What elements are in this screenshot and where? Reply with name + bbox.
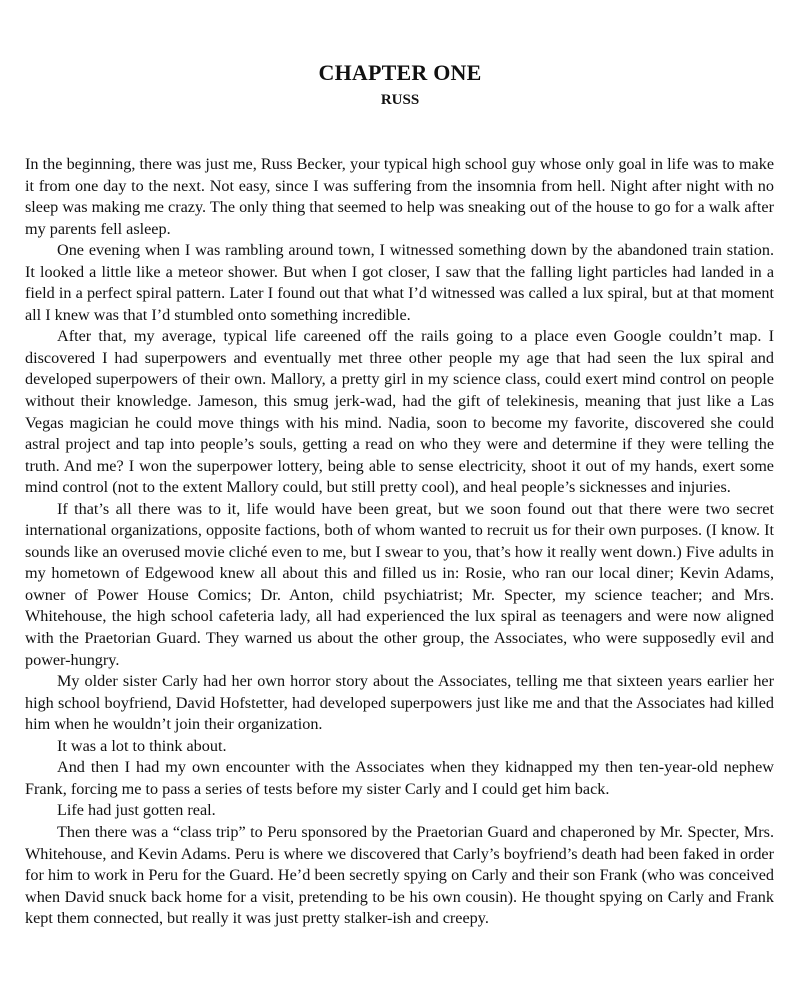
paragraph: Then there was a “class trip” to Peru sponsored by the Praetorian Guard and chaperoned by Mr. Specter, Mrs. Whitehouse, and Kevin Adams. Peru is where we discovered that Carly’s boyfriend’s death had been faked in order for him to work in Peru for the Guard. He’d been secretly spying on Carly and their son Frank (who was conceived when David snuck back home for a visit, pretending to be his own cousin). He thought spying on Carly and Frank kept them connected, but really it was just pretty stalker-ish and creepy.: [25, 822, 774, 928]
chapter-title: CHAPTER ONE: [318, 60, 482, 85]
paragraph: One evening when I was rambling around town, I witnessed something down by the abandoned train station. It looked a little like a meteor shower. But when I got closer, I saw that the falling light particles had landed in a field in a perfect spiral pattern. Later I found out that what I’d witnessed was called a lux spiral, but at that moment all I knew was that I’d stumbled onto something incredible.: [25, 241, 774, 324]
paragraph: It was a lot to think about.: [57, 736, 227, 755]
paragraph: In the beginning, there was just me, Russ Becker, your typical high school guy whose only goal in life was to make it from one day to the next. Not easy, since I was suffering from the insomnia from hell. Night after night with no sleep was making me crazy. The only thing that seemed to help was sneaking out of the house to go for a walk after my parents fell asleep.: [25, 155, 774, 238]
chapter-body: [25, 154, 774, 930]
paragraph: And then I had my own encounter with the Associates when they kidnapped my then ten-year-old nephew Frank, forcing me to pass a series of tests before my sister Carly and I could get him back.: [25, 758, 774, 798]
paragraph: If that’s all there was to it, life would have been great, but we soon found out that there were two secret international organizations, opposite factions, both of whom wanted to recruit us for their own purposes. (I know. It sounds like an overused movie cliché even to me, but I swear to you, that’s how it really went down.) Five adults in my hometown of Edgewood knew all about this and filled us in: Rosie, who ran our local diner; Kevin Adams, owner of Power House Comics; Dr. Anton, child psychiatrist; Mr. Specter, my science teacher; and Mrs. Whitehouse, the high school cafeteria lady, all had experienced the lux spiral as teenagers and were now aligned with the Praetorian Guard. They warned us about the other group, the Associates, who were supposedly evil and power-hungry.: [25, 499, 774, 669]
chapter-subtitle: RUSS: [380, 92, 420, 108]
paragraph: My older sister Carly had her own horror story about the Associates, telling me that sixteen years earlier her high school boyfriend, David Hofstetter, had developed superpowers just like me and that the Associates had killed him when he wouldn’t join their organization.: [25, 672, 774, 734]
paragraph: After that, my average, typical life careened off the rails going to a place even Google couldn’t map. I discovered I had superpowers and eventually met three other people my age that had seen the lux spiral and developed superpowers of their own. Mallory, a pretty girl in my science class, could exert mind control on people without their knowledge. Jameson, this smug jerk-wad, had the gift of telekinesis, meaning that just like a Las Vegas magician he could move things with his mind. Nadia, soon to become my favorite, discovered she could astral project and tap into people’s souls, getting a read on who they were and determine if they were telling the truth. And me? I won the superpower lottery, being able to sense electricity, shoot it out of my hands, exert some mind control (not to the extent Mallory could, but still pretty cool), and heal people’s sicknesses and injuries.: [25, 327, 774, 497]
paragraph: Life had just gotten real.: [57, 801, 216, 820]
